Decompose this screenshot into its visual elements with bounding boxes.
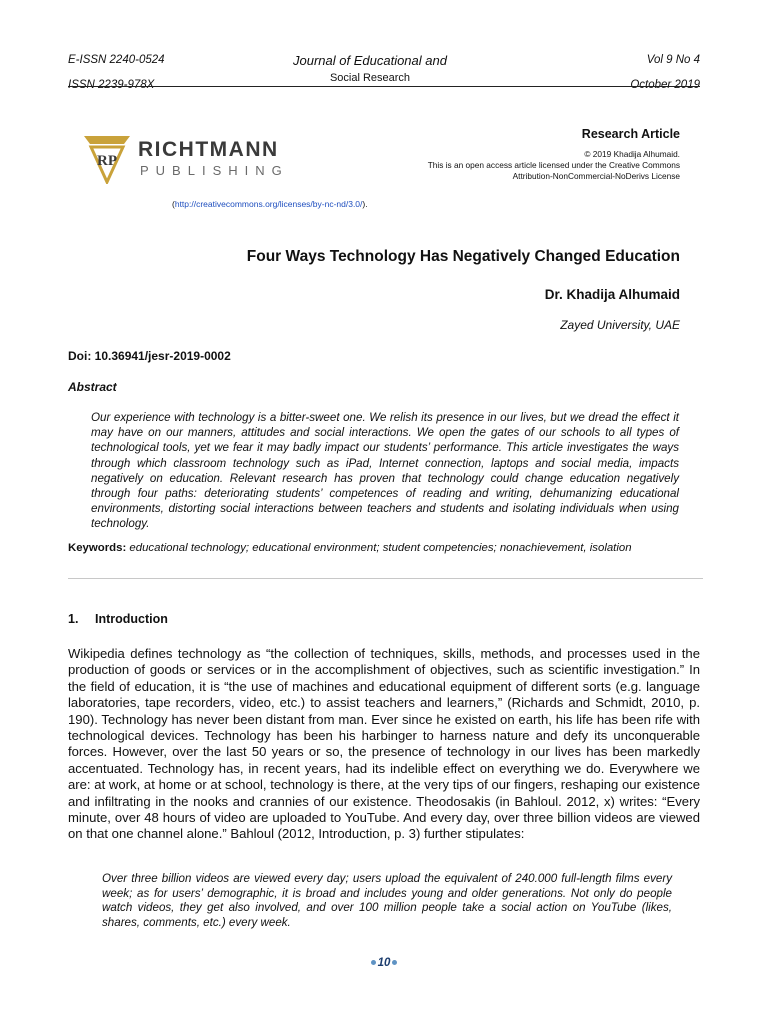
- author-name: Dr. Khadija Alhumaid: [544, 287, 680, 302]
- copyright-line: © 2019 Khadija Alhumaid.: [584, 149, 680, 159]
- keywords: [68, 541, 700, 556]
- publisher-logo: [82, 132, 289, 184]
- section-divider: [68, 578, 703, 579]
- license-name: Attribution-NonCommercial-NoDerivs License: [512, 171, 680, 181]
- page-number-footer: [0, 957, 768, 969]
- abstract-heading: Abstract: [68, 380, 117, 394]
- publisher-name: RICHTMANN: [138, 138, 279, 161]
- journal-name-line2: Social Research: [329, 72, 411, 84]
- article-title: Four Ways Technology Has Negatively Changed Education: [246, 248, 680, 265]
- doi: Doi: 10.36941/jesr-2019-0002: [68, 349, 231, 363]
- license-link-close: ).: [362, 199, 368, 209]
- block-quote: Over three billion videos are viewed every day; users upload the equivalent of 240.000 full-length films every week; as for users’ demographic, it is broad and includes young and older generations. Not only do people watch videos, they get also involved, and over 100 million people take a social action on YouTube (likes, shares, comments, etc.) every week.: [102, 872, 672, 929]
- dot-left-icon: [371, 960, 376, 965]
- svg-text:RP: RP: [97, 153, 117, 169]
- body-paragraph: Wikipedia defines technology as “the collection of techniques, skills, methods, and processes used in the production of goods or services or in the accomplishment of objectives, such as scientific investigation.” In the field of education, it is “the use of machines and educational equipment of different sorts (e.g. language laboratories, tape recorders, video, etc.) to assist teachers and learners,” (Richards and Schmidt, 2010, p. 190). Technology has never been distant from man. Ever since he existed on earth, his life has been rife with technological devices. Technology has been his harbinger to harness nature and defy its unconquerable forces. However, over the last 50 years or so, the presence of technology in our lives has been markedly accentuated. Technology has, in recent years, had its indelible effect on everything we do. Everywhere we are: at work, at home or at school, technology is there, at the very tips of our fingers, reshaping our existence and infiltrating in the nooks and crannies of our existence. Theodosakis (in Bahloul. 2012, x) writes: “Every minute, over 48 hours of video are uploaded to YouTube. And every day, over three billion videos are viewed on that one channel alone.” Bahloul (2012, Introduction, p. 3) further stipulates:: [68, 646, 700, 842]
- section-number: 1.: [68, 612, 79, 626]
- license-link-open: (: [172, 199, 175, 209]
- eissn: E-ISSN 2240-0524: [68, 54, 165, 66]
- keywords-label: Keywords:: [68, 542, 127, 554]
- section-heading: [68, 612, 168, 626]
- issn: ISSN 2239-978X: [68, 79, 155, 91]
- license-line: This is an open access article licensed under the Creative Commons: [427, 160, 680, 170]
- rp-monogram-icon: [82, 132, 132, 184]
- page-number: 10: [377, 957, 391, 969]
- publisher-subtitle: PUBLISHING: [140, 163, 289, 178]
- journal-name: Journal of Educational and: [293, 53, 447, 68]
- license-url-link[interactable]: http://creativecommons.org/licenses/by-nc-nd/3.0/: [174, 199, 363, 209]
- author-affiliation: Zayed University, UAE: [560, 318, 680, 332]
- volume-issue: Vol 9 No 4: [646, 54, 700, 66]
- issue-date: October 2019: [630, 79, 700, 91]
- license-link-line: [172, 199, 368, 209]
- section-title: Introduction: [95, 612, 168, 626]
- dot-right-icon: [392, 960, 397, 965]
- header-rule: [68, 86, 700, 87]
- abstract-text: Our experience with technology is a bitter-sweet one. We relish its presence in our lives, but we dread the effect it may have on our manners, attitudes and social interactions. We open the gates of our schools to all types of technological tools, yet we fear it may badly impact our students’ performance. This article investigates the ways through which classroom technology such as iPad, Internet connection, laptops and social media, impacts negatively on education. Relevant research has proven that technology could change education negatively through four paths: deteriorating students’ competences of reading and writing, dehumanizing educational environments, distorting social interactions between teachers and students and isolating individuals when using technology.: [91, 411, 679, 531]
- keywords-text: educational technology; educational environment; student competencies; nonachievement, isolation: [129, 542, 632, 554]
- article-type: Research Article: [581, 127, 680, 141]
